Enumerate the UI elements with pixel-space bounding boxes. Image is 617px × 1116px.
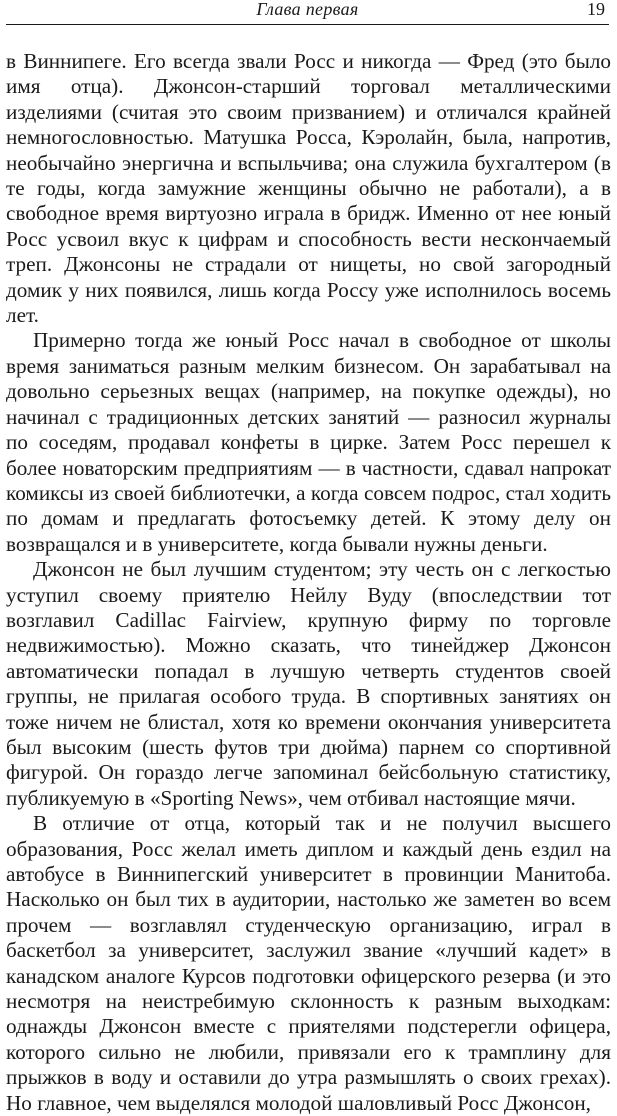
paragraph-3: Джонсон не был лучшим студентом; эту честь он с легкостью уступил своему приятелю Нейлу Вуду (впоследствии тот возглавил Cadillac Fairview, крупную фирму по торговле недвижимостью). Можно сказать, что тинейджер Джонсон автоматически попадал в лучшую четверть студентов своей группы, не прилагая особого труда. В спортивных занятиях он тоже ничем не блистал, хотя ко времени окончания университета был высоким (шесть футов три дюйма) парнем со спортивной фигурой. Он гораздо легче запоминал бейсбольную статистику, публикуемую в «Sporting News», чем отбивал настоящие мячи. — [6, 557, 611, 810]
paragraph-1: в Виннипеге. Его всегда звали Росс и никогда — Фред (это было имя отца). Джонсон-старший торговал металлическими изделиями (считая это своим призванием) и отличался крайней немногословностью. Матушка Росса, Кэролайн, была, напротив, необычайно энергична и вспыльчива; она служила бухгалтером (в те годы, когда замужние женщины обычно не работали), а в свободное время виртуозно играла в бридж. Именно от нее юный Росс усвоил вкус к цифрам и способность вести нескончаемый треп. Джонсоны не страдали от нищеты, но свой загородный домик у них появился, лишь когда Россу уже исполнилось восемь лет. — [6, 49, 611, 328]
paragraph-2: Примерно тогда же юный Росс начал в свободное от школы время заниматься разным мелким бизнесом. Он зарабатывал на довольно серьезных вещах (например, на покупке одежды), но начинал с традиционных детских занятий — разносил журналы по соседям, продавал конфеты в цирке. Затем Росс перешел к более новаторским предприятиям — в частности, сдавал напрокат комиксы из своей библиотечки, а когда совсем подрос, стал ходить по домам и предлагать фотосъемку детей. К этому делу он возвращался и в университете, когда бывали нужны деньги. — [6, 328, 611, 556]
body-text — [6, 49, 611, 1116]
running-header — [6, 0, 609, 25]
page-number: 19 — [587, 0, 605, 19]
chapter-title: Глава первая — [256, 0, 359, 19]
paragraph-4: В отличие от отца, который так и не получил высшего образования, Росс желал иметь диплом и каждый день ездил на автобусе в Виннипегский университет в провинции Манитоба. Насколько он был тих в аудитории, настолько же заметен во всем прочем — возглавлял студенческую организацию, играл в баскетбол за университет, заслужил звание «лучший кадет» в канадском аналоге Курсов подготовки офицерского резерва (и это несмотря на неистребимую склонность к разным выходкам: однажды Джонсон вместе с приятелями подстерегли офицера, которого сильно не любили, привязали его к трамплину для прыжков в воду и оставили до утра размышлять о своих грехах). Но главное, чем выделялся молодой шаловливый Росс Джонсон, — [6, 811, 611, 1115]
